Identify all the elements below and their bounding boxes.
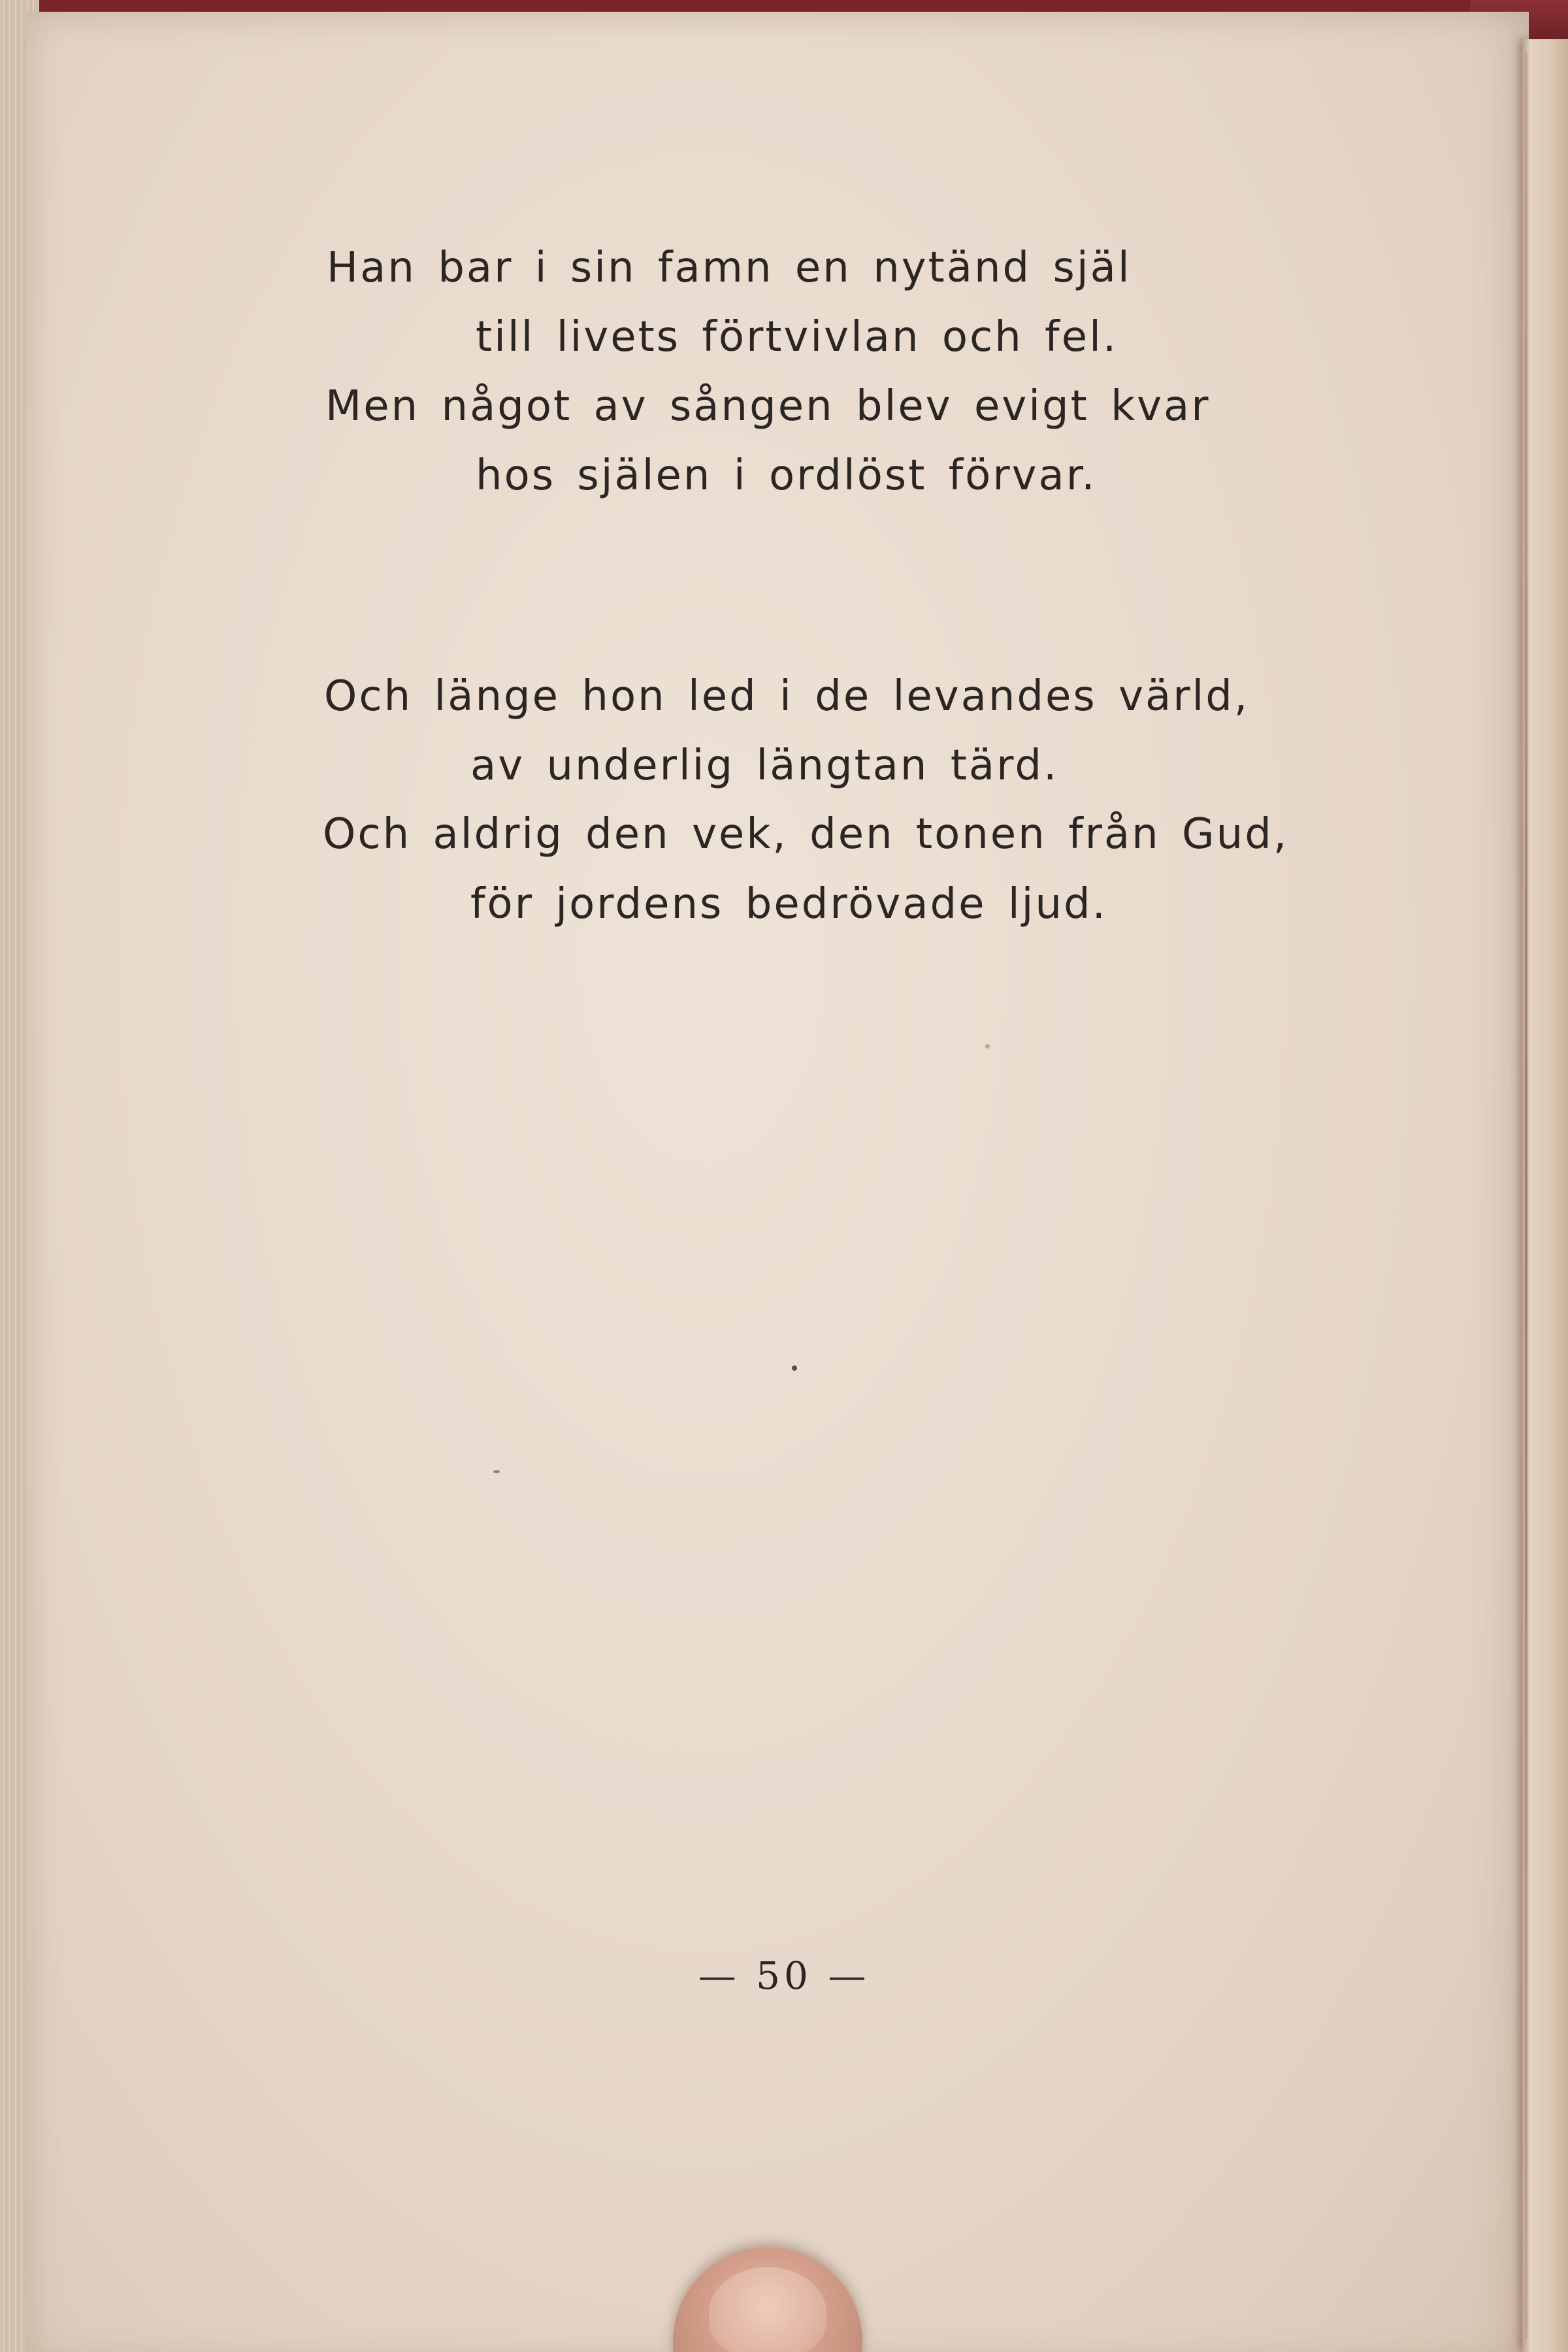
page-number: — 50 — bbox=[698, 1953, 870, 1998]
paper-speck bbox=[493, 1470, 500, 1473]
poem-line: Han bar i sin famn en nytänd själ bbox=[327, 244, 1132, 292]
paper-speck bbox=[985, 1044, 990, 1049]
poem-line: till livets förtvivlan och fel. bbox=[476, 313, 1119, 361]
poem-line: av underlig längtan tärd. bbox=[470, 742, 1059, 790]
paper-speck bbox=[792, 1365, 797, 1371]
poem-line: för jordens bedrövade ljud. bbox=[470, 880, 1107, 928]
thumbnail-nail bbox=[709, 2267, 826, 2352]
poem-line: hos själen i ordlöst förvar. bbox=[476, 451, 1097, 500]
poem-line: Och aldrig den vek, den tonen från Gud, bbox=[323, 810, 1289, 858]
poem-line: Och länge hon led i de levandes värld, bbox=[324, 672, 1250, 721]
poem-line: Men något av sången blev evigt kvar bbox=[325, 382, 1211, 431]
